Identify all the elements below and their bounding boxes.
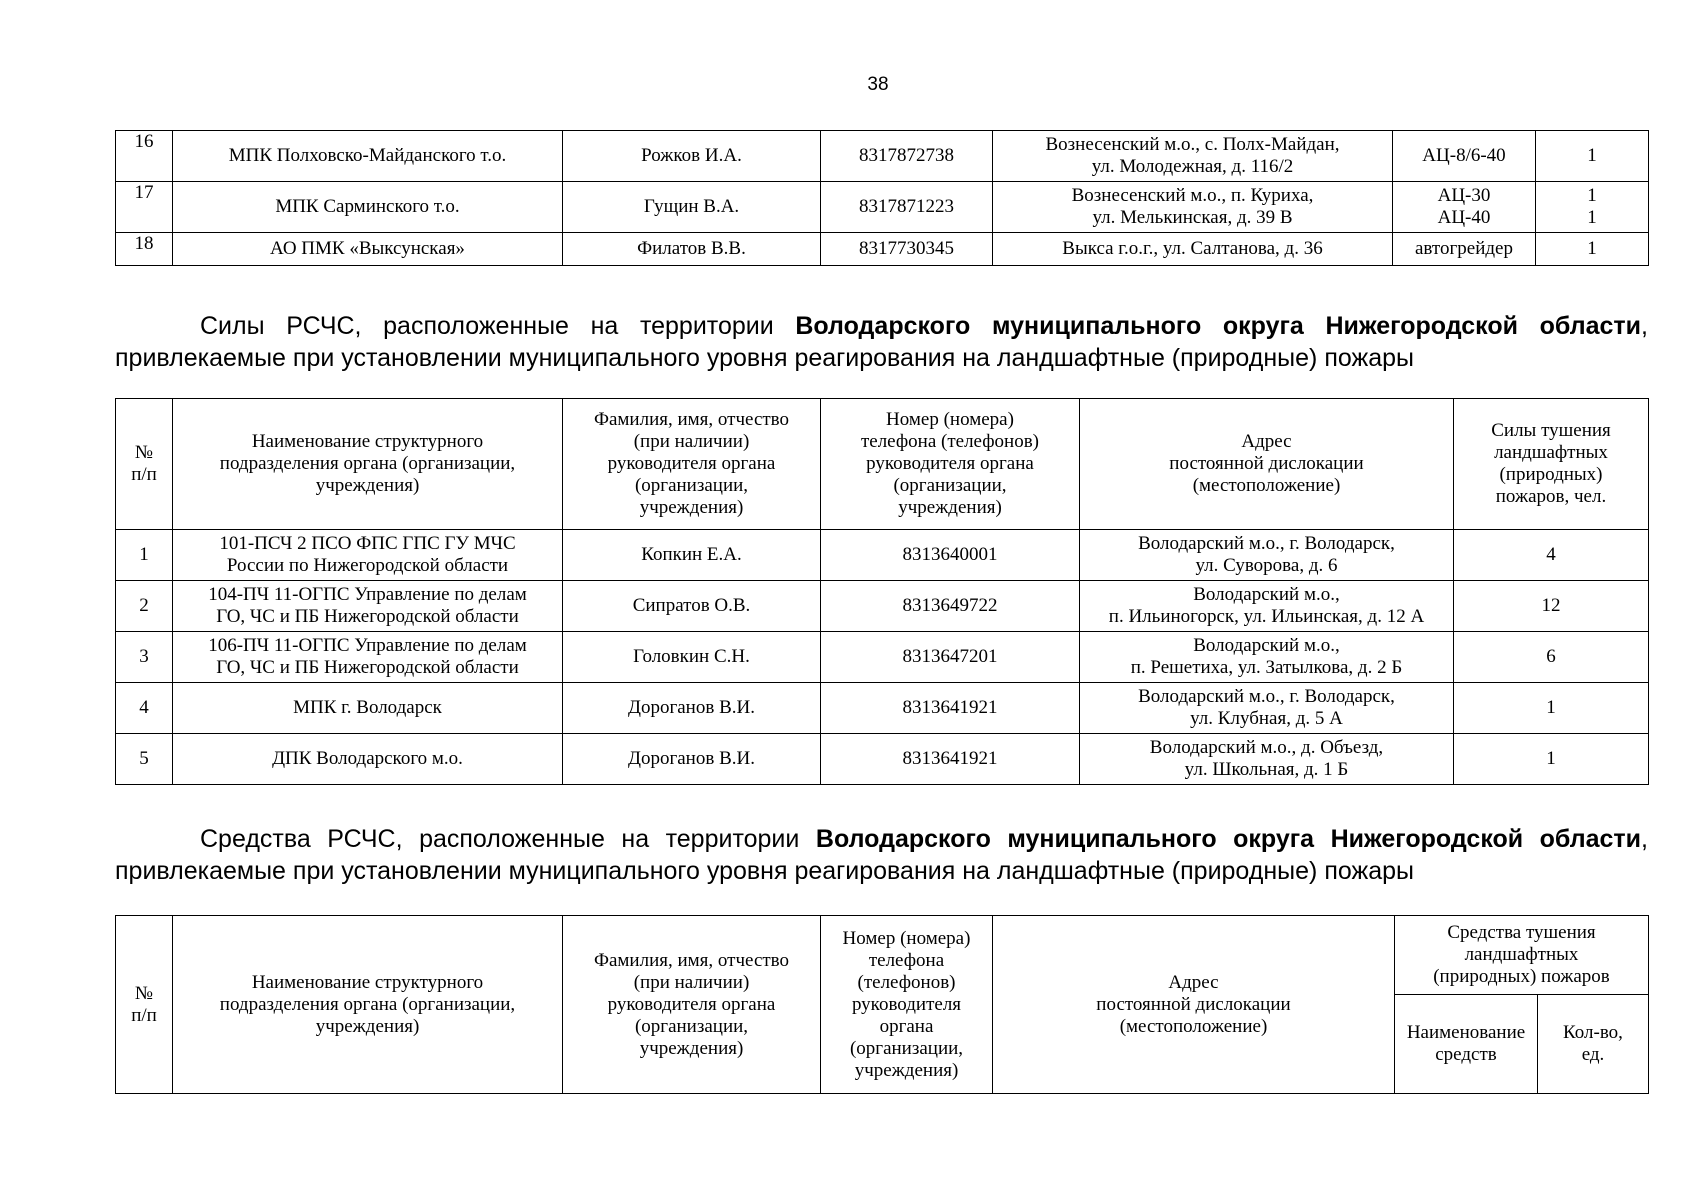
cell-num: 5 <box>116 734 173 785</box>
cell-means <box>1393 182 1536 233</box>
cell-num: 2 <box>116 581 173 632</box>
header-means-group-line: Средства тушения <box>1447 922 1596 943</box>
cell-means <box>1393 233 1536 266</box>
header-phone-line: Номер (номера) <box>886 409 1014 430</box>
cell-address-line: Володарский м.о., г. Володарск, <box>1138 533 1395 554</box>
table-row <box>116 131 1649 182</box>
table-row <box>116 683 1649 734</box>
cell-phone: 8313649722 <box>821 581 1080 632</box>
cell-head: Филатов В.В. <box>563 233 821 266</box>
header-name-line: подразделения органа (организации, <box>219 453 516 474</box>
header-phone <box>821 916 993 1094</box>
cell-forces: 1 <box>1454 683 1649 734</box>
cell-name: МПК Полховско-Майданского т.о. <box>173 131 563 182</box>
forces-table <box>115 398 1649 785</box>
cell-address-line: ул. Мелькинская, д. 39 В <box>1092 207 1293 228</box>
header-num-line: № <box>134 442 154 463</box>
cell-means-line: АЦ-8/6-40 <box>1422 145 1506 166</box>
table-row <box>116 734 1649 785</box>
header-name-line: учреждения) <box>315 1015 420 1037</box>
header-address-line: (местоположение) <box>1119 1015 1268 1037</box>
header-forces-line: пожаров, чел. <box>1495 486 1607 507</box>
cell-name-line: ДПК Володарского м.о. <box>272 748 463 769</box>
means-table <box>115 915 1649 1094</box>
cell-num: 17 <box>116 182 173 233</box>
header-phone-line: (организации, <box>893 475 1007 496</box>
cell-num: 18 <box>116 233 173 266</box>
cell-name-line: 106-ПЧ 11-ОГПС Управление по делам <box>208 635 527 656</box>
cell-qty-line: 1 <box>1587 238 1597 259</box>
header-head-line: (организации, <box>634 475 749 496</box>
cell-address-line: ул. Клубная, д. 5 А <box>1190 708 1343 729</box>
cell-name <box>173 581 563 632</box>
cell-num: 16 <box>116 131 173 182</box>
header-means-qty <box>1538 995 1649 1094</box>
cell-address-line: Вознесенский м.о., п. Куриха, <box>1071 185 1314 206</box>
table-row <box>116 182 1649 233</box>
header-means-qty-line: ед. <box>1581 1044 1605 1065</box>
cell-num: 1 <box>116 530 173 581</box>
means-heading-bold: Володарского муниципального округа Нижегородской области <box>815 825 1642 853</box>
cell-address-line: Володарский м.о., <box>1193 584 1340 605</box>
table-row <box>116 233 1649 266</box>
header-head-line: (организации, <box>634 1015 749 1037</box>
header-phone-line: (телефонов) <box>857 971 956 993</box>
header-name <box>173 916 563 1094</box>
forces-table-header-row <box>116 399 1649 530</box>
header-head-line: руководителя органа <box>607 453 776 474</box>
cell-address-line: ул. Школьная, д. 1 Б <box>1184 759 1349 780</box>
forces-heading-text-1: Силы РСЧС, расположенные на территории <box>200 312 796 340</box>
cell-address <box>993 131 1393 182</box>
header-phone-line: Номер (номера) <box>842 927 971 949</box>
continuation-table <box>115 130 1649 266</box>
cell-means-line: АЦ-30 <box>1437 185 1491 206</box>
header-address-line: (местоположение) <box>1192 475 1341 496</box>
means-heading-text-2: , привлекаемые при установлении муниципального уровня реагирования на ландшафтные (природные) пожары <box>115 825 1648 885</box>
cell-address <box>993 182 1393 233</box>
means-table-header-row <box>116 916 1649 995</box>
header-means-name <box>1395 995 1538 1094</box>
cell-head: Головкин С.Н. <box>563 632 821 683</box>
cell-head: Дороганов В.И. <box>563 683 821 734</box>
cell-qty <box>1536 131 1649 182</box>
header-means-name-line: Наименование <box>1406 1022 1526 1043</box>
header-phone-line: органа <box>879 1015 934 1037</box>
cell-name: МПК Сарминского т.о. <box>173 182 563 233</box>
header-address-line: Адрес <box>1241 431 1292 452</box>
forces-heading-bold: Володарского муниципального округа Нижегородской области <box>795 312 1642 340</box>
header-phone <box>821 399 1080 530</box>
cell-num: 4 <box>116 683 173 734</box>
cell-name-line: ГО, ЧС и ПБ Нижегородской области <box>216 606 519 627</box>
cell-head: Сипратов О.В. <box>563 581 821 632</box>
cell-qty <box>1536 182 1649 233</box>
header-head-line: (при наличии) <box>633 431 750 452</box>
table-row <box>116 632 1649 683</box>
cell-qty <box>1536 233 1649 266</box>
header-num-line: п/п <box>131 464 157 485</box>
means-heading-text-1: Средства РСЧС, расположенные на территории <box>200 825 816 853</box>
header-forces-line: ландшафтных <box>1494 442 1608 463</box>
header-forces-line: Силы тушения <box>1491 420 1611 441</box>
cell-address-line: Володарский м.о., д. Объезд, <box>1149 737 1384 758</box>
cell-name <box>173 632 563 683</box>
cell-forces: 1 <box>1454 734 1649 785</box>
cell-qty-line: 1 <box>1587 185 1597 206</box>
cell-phone: 8313647201 <box>821 632 1080 683</box>
header-num <box>116 916 173 1094</box>
cell-address-line: п. Ильиногорск, ул. Ильинская, д. 12 А <box>1108 606 1425 627</box>
cell-name-line: ГО, ЧС и ПБ Нижегородской области <box>216 657 519 678</box>
cell-address-line: п. Решетиха, ул. Затылкова, д. 2 Б <box>1130 657 1403 678</box>
cell-head: Дороганов В.И. <box>563 734 821 785</box>
cell-phone: 8313641921 <box>821 734 1080 785</box>
header-head-line: (при наличии) <box>633 971 750 993</box>
header-phone-line: руководителя органа <box>866 453 1034 474</box>
cell-name-line: 101-ПСЧ 2 ПСО ФПС ГПС ГУ МЧС <box>219 533 516 554</box>
cell-address <box>1080 683 1454 734</box>
header-head <box>563 399 821 530</box>
cell-phone: 8317871223 <box>821 182 993 233</box>
cell-phone: 8317872738 <box>821 131 993 182</box>
header-address-line: постоянной дислокации <box>1096 993 1291 1015</box>
cell-phone: 8317730345 <box>821 233 993 266</box>
cell-address-line: ул. Молодежная, д. 116/2 <box>1091 156 1294 177</box>
cell-means <box>1393 131 1536 182</box>
cell-forces: 12 <box>1454 581 1649 632</box>
header-address <box>993 916 1395 1094</box>
cell-name: АО ПМК «Выксунская» <box>173 233 563 266</box>
cell-address-line: Вознесенский м.о., с. Полх-Майдан, <box>1045 134 1340 155</box>
header-means-qty-line: Кол-во, <box>1563 1022 1623 1043</box>
header-head-line: Фамилия, имя, отчество <box>593 409 790 430</box>
table-row <box>116 530 1649 581</box>
header-address <box>1080 399 1454 530</box>
header-head-line: руководителя органа <box>607 993 776 1015</box>
header-address-line: Адрес <box>1168 971 1219 993</box>
header-phone-line: учреждения) <box>854 1059 959 1081</box>
header-phone-line: учреждения) <box>898 497 1002 518</box>
header-phone-line: (организации, <box>849 1037 964 1059</box>
cell-address-line: Выкса г.о.г., ул. Салтанова, д. 36 <box>1062 238 1323 259</box>
header-forces-line: (природных) <box>1499 464 1603 485</box>
header-name-line: Наименование структурного <box>251 971 484 993</box>
header-phone-line: телефона <box>868 949 945 971</box>
header-means-name-line: средств <box>1435 1044 1497 1065</box>
cell-head: Копкин Е.А. <box>563 530 821 581</box>
cell-address-line: ул. Суворова, д. 6 <box>1195 555 1338 576</box>
cell-means-line: автогрейдер <box>1415 238 1513 259</box>
header-num <box>116 399 173 530</box>
cell-name-line: России по Нижегородской области <box>226 555 509 576</box>
cell-address <box>1080 632 1454 683</box>
header-head <box>563 916 821 1094</box>
header-head-line: учреждения) <box>639 497 744 518</box>
header-means-group-line: ландшафтных <box>1464 944 1579 965</box>
cell-qty-line: 1 <box>1587 207 1597 228</box>
cell-address <box>1080 581 1454 632</box>
cell-name <box>173 734 563 785</box>
cell-means-line: АЦ-40 <box>1437 207 1491 228</box>
cell-name-line: 104-ПЧ 11-ОГПС Управление по делам <box>208 584 527 605</box>
cell-name <box>173 530 563 581</box>
means-heading <box>115 823 1648 887</box>
header-name-line: учреждения) <box>315 475 420 496</box>
cell-address <box>993 233 1393 266</box>
header-name-line: Наименование структурного <box>251 431 484 452</box>
header-means-group <box>1395 916 1649 995</box>
cell-qty-line: 1 <box>1587 145 1597 166</box>
header-forces <box>1454 399 1649 530</box>
cell-address-line: Володарский м.о., <box>1193 635 1340 656</box>
cell-head: Рожков И.А. <box>563 131 821 182</box>
header-head-line: Фамилия, имя, отчество <box>593 949 790 971</box>
cell-address-line: Володарский м.о., г. Володарск, <box>1138 686 1395 707</box>
cell-head: Гущин В.А. <box>563 182 821 233</box>
header-name-line: подразделения органа (организации, <box>219 993 516 1015</box>
header-phone-line: руководителя <box>851 993 962 1015</box>
cell-name <box>173 683 563 734</box>
header-phone-line: телефона (телефонов) <box>860 431 1040 452</box>
page-number: 38 <box>867 74 889 95</box>
cell-num: 3 <box>116 632 173 683</box>
header-address-line: постоянной дислокации <box>1169 453 1364 474</box>
table-row <box>116 581 1649 632</box>
cell-phone: 8313640001 <box>821 530 1080 581</box>
cell-forces: 6 <box>1454 632 1649 683</box>
cell-address <box>1080 734 1454 785</box>
cell-name-line: МПК г. Володарск <box>293 697 442 718</box>
header-num-line: № <box>134 982 154 1004</box>
header-means-group-line: (природных) пожаров <box>1433 966 1610 987</box>
header-head-line: учреждения) <box>639 1037 744 1059</box>
forces-heading <box>115 310 1648 374</box>
cell-phone: 8313641921 <box>821 683 1080 734</box>
cell-address <box>1080 530 1454 581</box>
header-name <box>173 399 563 530</box>
header-num-line: п/п <box>131 1004 157 1026</box>
forces-heading-text-2: , привлекаемые при установлении муниципального уровня реагирования на ландшафтные (природные) пожары <box>115 312 1648 372</box>
cell-forces: 4 <box>1454 530 1649 581</box>
